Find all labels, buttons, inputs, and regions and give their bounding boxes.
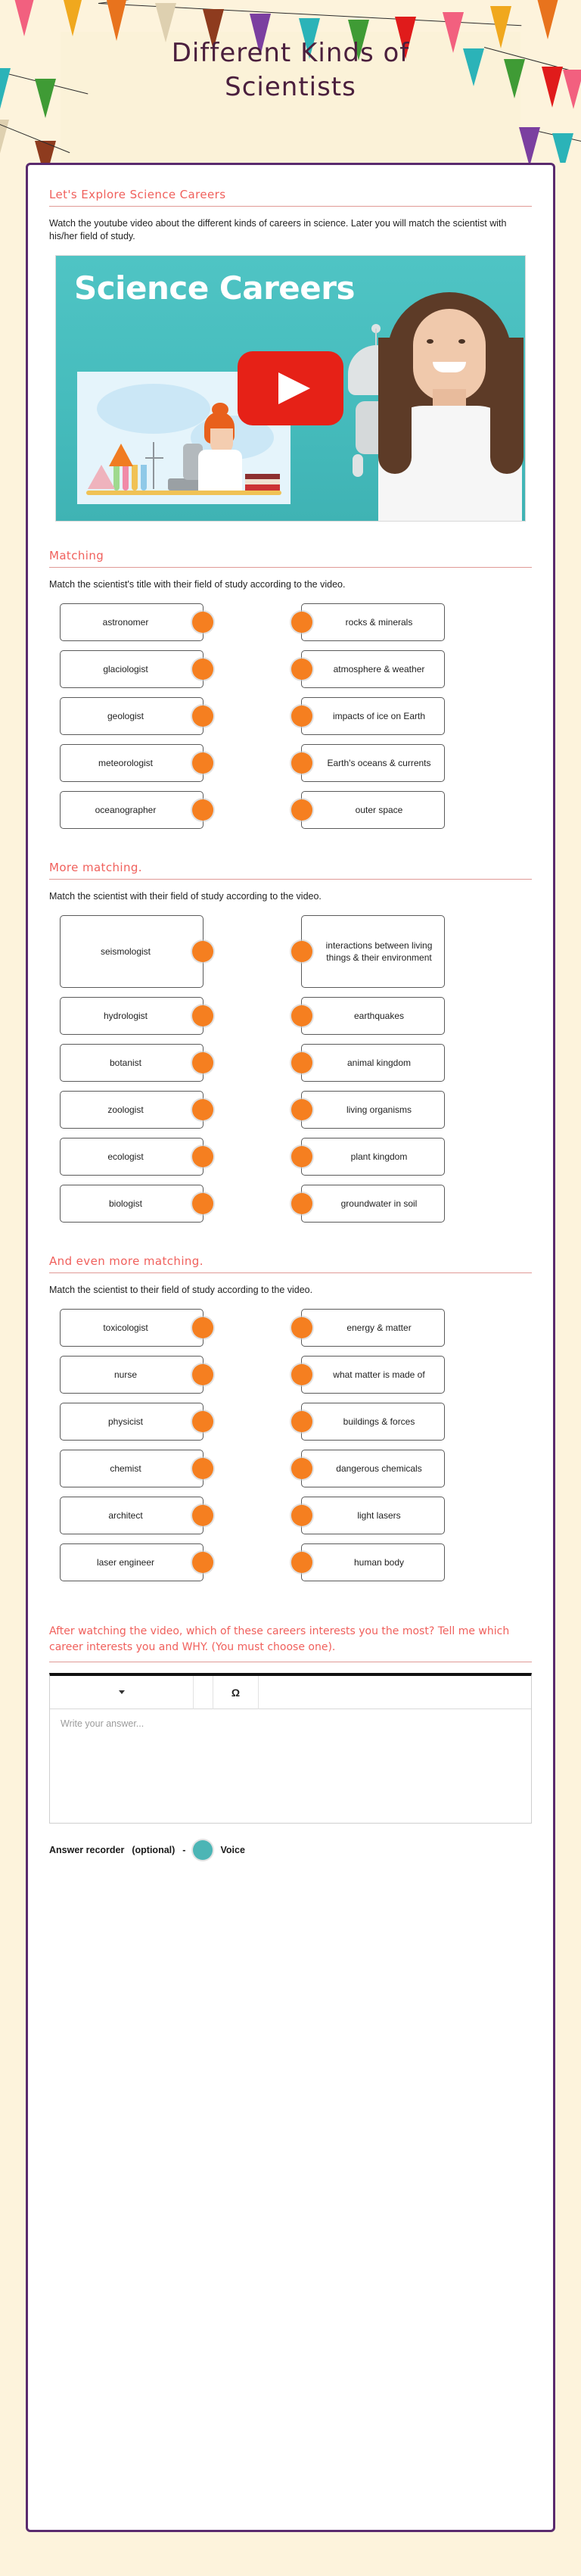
match-left-label: ecologist xyxy=(107,1151,144,1162)
match-row xyxy=(49,1044,532,1082)
section-matching-2 xyxy=(49,838,532,1223)
match-left-item[interactable] xyxy=(60,1356,204,1394)
connector-dot-right[interactable] xyxy=(192,1552,213,1573)
match-right-item[interactable] xyxy=(301,791,445,829)
match-left-item[interactable] xyxy=(60,650,204,688)
section-instruction-matching-3: Match the scientist to their field of study according to the video. xyxy=(49,1285,313,1295)
match-grid-3 xyxy=(49,1309,532,1581)
connector-dot-right[interactable] xyxy=(192,941,213,962)
section-heading-matching-3: And even more matching. xyxy=(49,1254,204,1268)
match-right-item[interactable] xyxy=(301,1543,445,1581)
match-row xyxy=(49,1091,532,1129)
page-title-line2: Scientists xyxy=(225,72,356,102)
section-explore xyxy=(49,165,532,522)
match-right-item[interactable] xyxy=(301,915,445,988)
connector-dot-left[interactable] xyxy=(291,1099,312,1120)
match-left-item[interactable] xyxy=(60,791,204,829)
connector-dot-right[interactable] xyxy=(192,1505,213,1526)
match-left-item[interactable] xyxy=(60,1403,204,1441)
match-left-item[interactable] xyxy=(60,1091,204,1129)
connector-dot-left[interactable] xyxy=(291,799,312,821)
section-matching-1 xyxy=(49,526,532,829)
connector-dot-left[interactable] xyxy=(291,1052,312,1073)
match-right-item[interactable] xyxy=(301,1185,445,1223)
section-heading-matching-1: Matching xyxy=(49,549,104,562)
video-title: Science Careers xyxy=(74,269,355,307)
match-left-label: botanist xyxy=(109,1057,142,1068)
answer-recorder xyxy=(49,1824,532,1860)
connector-dot-left[interactable] xyxy=(291,1411,312,1432)
connector-dot-right[interactable] xyxy=(192,799,213,821)
section-heading-matching-2: More matching. xyxy=(49,861,142,874)
match-right-item[interactable] xyxy=(301,1309,445,1347)
match-row xyxy=(49,1543,532,1581)
match-right-label: buildings & forces xyxy=(343,1416,415,1427)
match-left-item[interactable] xyxy=(60,1543,204,1581)
match-right-item[interactable] xyxy=(301,1356,445,1394)
section-instruction-matching-2: Match the scientist with their field of study according to the video. xyxy=(49,891,322,902)
section-matching-3 xyxy=(49,1232,532,1581)
play-button[interactable] xyxy=(238,351,343,425)
match-row xyxy=(49,1138,532,1176)
connector-dot-right[interactable] xyxy=(192,1364,213,1385)
answer-recorder-dash: - xyxy=(182,1845,186,1855)
connector-dot-left[interactable] xyxy=(291,941,312,962)
match-left-label: architect xyxy=(108,1510,143,1521)
connector-dot-right[interactable] xyxy=(192,1146,213,1167)
match-right-label: atmosphere & weather xyxy=(333,664,425,674)
match-grid-1 xyxy=(49,603,532,829)
connector-dot-left[interactable] xyxy=(291,1458,312,1479)
match-left-item[interactable] xyxy=(60,1185,204,1223)
editor-toolbar xyxy=(50,1676,531,1709)
match-row xyxy=(49,697,532,735)
match-right-item[interactable] xyxy=(301,697,445,735)
match-right-label: energy & matter xyxy=(346,1322,412,1333)
match-right-label: human body xyxy=(353,1557,405,1568)
match-left-item[interactable] xyxy=(60,1450,204,1487)
section-instruction-matching-1: Match the scientist's title with their field of study according to the video. xyxy=(49,579,346,590)
match-left-item[interactable] xyxy=(60,1138,204,1176)
connector-dot-left[interactable] xyxy=(291,1364,312,1385)
match-right-item[interactable] xyxy=(301,603,445,641)
connector-dot-left[interactable] xyxy=(291,752,312,774)
connector-dot-left[interactable] xyxy=(291,1505,312,1526)
bottom-spacer xyxy=(49,1860,532,1883)
match-right-item[interactable] xyxy=(301,1403,445,1441)
match-right-label: light lasers xyxy=(357,1510,401,1521)
connector-dot-left[interactable] xyxy=(291,1317,312,1338)
answer-recorder-optional: (optional) xyxy=(132,1845,176,1855)
match-right-label: what matter is made of xyxy=(333,1369,425,1380)
match-right-item[interactable] xyxy=(301,1497,445,1534)
match-right-label: living organisms xyxy=(346,1104,412,1115)
match-right-label: groundwater in soil xyxy=(340,1198,418,1209)
final-question-prompt: After watching the video, which of these careers interests you the most? Tell me which career interests you and WHY. (You must choose one). xyxy=(49,1625,510,1653)
page-title xyxy=(61,36,520,104)
match-left-label: oceanographer xyxy=(95,805,157,815)
match-row xyxy=(49,915,532,988)
connector-dot-right[interactable] xyxy=(192,1052,213,1073)
match-left-item[interactable] xyxy=(60,603,204,641)
match-right-item[interactable] xyxy=(301,997,445,1035)
match-row xyxy=(49,1450,532,1487)
page-banner xyxy=(0,0,581,163)
match-right-label: impacts of ice on Earth xyxy=(332,711,426,721)
section-instruction-explore: Watch the youtube video about the different kinds of careers in science. Later you will match the scientist with his/her field of study. xyxy=(49,218,507,241)
match-right-item[interactable] xyxy=(301,1138,445,1176)
connector-dot-right[interactable] xyxy=(192,1193,213,1214)
match-left-item[interactable] xyxy=(60,1309,204,1347)
youtube-video-embed[interactable] xyxy=(55,255,526,522)
match-left-label: physicist xyxy=(107,1416,143,1427)
match-left-item[interactable] xyxy=(60,915,204,988)
match-left-item[interactable] xyxy=(60,997,204,1035)
match-row xyxy=(49,1309,532,1347)
match-left-label: biologist xyxy=(108,1198,143,1209)
connector-dot-left[interactable] xyxy=(291,706,312,727)
match-row xyxy=(49,603,532,641)
match-right-label: interactions between living things & their environment xyxy=(325,940,433,963)
match-left-label: hydrologist xyxy=(103,1011,148,1021)
special-character-button[interactable]: Ω xyxy=(213,1676,259,1709)
match-right-item[interactable] xyxy=(301,1091,445,1129)
match-right-label: animal kingdom xyxy=(346,1057,412,1068)
match-left-label: nurse xyxy=(113,1369,138,1380)
font-select[interactable] xyxy=(50,1676,194,1709)
match-left-label: geologist xyxy=(107,711,144,721)
match-row xyxy=(49,997,532,1035)
answer-input[interactable]: Write your answer... xyxy=(61,1718,144,1729)
connector-dot-left[interactable] xyxy=(291,1193,312,1214)
connector-dot-right[interactable] xyxy=(192,659,213,680)
match-grid-2 xyxy=(49,915,532,1223)
match-left-label: meteorologist xyxy=(98,758,154,768)
connector-dot-right[interactable] xyxy=(192,612,213,633)
match-row xyxy=(49,1185,532,1223)
match-row xyxy=(49,1497,532,1534)
match-right-label: plant kingdom xyxy=(350,1151,408,1162)
section-divider xyxy=(49,567,532,568)
match-row xyxy=(49,744,532,782)
presenter-graphic xyxy=(374,292,525,522)
match-left-item[interactable] xyxy=(60,1497,204,1534)
section-heading-explore: Let's Explore Science Careers xyxy=(49,188,226,201)
connector-dot-right[interactable] xyxy=(192,706,213,727)
match-left-label: zoologist xyxy=(107,1104,144,1115)
worksheet-card xyxy=(26,163,555,2532)
page-title-line1: Different Kinds of xyxy=(171,38,410,68)
chevron-down-icon xyxy=(119,1690,125,1694)
answer-recorder-label: Answer recorder xyxy=(49,1845,125,1855)
match-row xyxy=(49,650,532,688)
match-right-label: outer space xyxy=(355,805,403,815)
match-row xyxy=(49,1356,532,1394)
connector-dot-right[interactable] xyxy=(192,752,213,774)
connector-dot-left[interactable] xyxy=(291,1552,312,1573)
match-row xyxy=(49,1403,532,1441)
connector-dot-right[interactable] xyxy=(192,1005,213,1026)
match-right-label: dangerous chemicals xyxy=(336,1463,422,1474)
match-left-label: toxicologist xyxy=(103,1322,148,1333)
match-right-label: earthquakes xyxy=(353,1011,405,1021)
match-right-item[interactable] xyxy=(301,744,445,782)
page-footer-spacer xyxy=(0,2532,581,2552)
section-final-question xyxy=(49,1590,532,1883)
section-divider xyxy=(49,879,532,880)
connector-dot-left[interactable] xyxy=(291,1146,312,1167)
match-left-label: laser engineer xyxy=(96,1557,155,1568)
match-left-label: astronomer xyxy=(102,617,149,628)
match-left-item[interactable] xyxy=(60,1044,204,1082)
connector-dot-right[interactable] xyxy=(192,1411,213,1432)
section-divider xyxy=(49,1272,532,1273)
match-right-item[interactable] xyxy=(301,650,445,688)
match-left-item[interactable] xyxy=(60,744,204,782)
voice-record-button[interactable] xyxy=(193,1840,213,1860)
match-right-label: Earth's oceans & currents xyxy=(327,758,431,768)
connector-dot-left[interactable] xyxy=(291,1005,312,1026)
connector-dot-right[interactable] xyxy=(192,1458,213,1479)
match-row xyxy=(49,791,532,829)
match-left-label: glaciologist xyxy=(103,664,148,674)
connector-dot-left[interactable] xyxy=(291,659,312,680)
match-left-item[interactable] xyxy=(60,697,204,735)
section-divider xyxy=(49,206,532,207)
match-right-item[interactable] xyxy=(301,1450,445,1487)
connector-dot-right[interactable] xyxy=(192,1317,213,1338)
match-right-item[interactable] xyxy=(301,1044,445,1082)
match-left-label: chemist xyxy=(110,1463,141,1474)
connector-dot-right[interactable] xyxy=(192,1099,213,1120)
rich-text-editor[interactable] xyxy=(49,1673,532,1824)
play-triangle-icon xyxy=(278,372,310,404)
match-left-label: seismologist xyxy=(100,946,151,957)
connector-dot-left[interactable] xyxy=(291,612,312,633)
toolbar-separator xyxy=(194,1676,213,1709)
match-right-label: rocks & minerals xyxy=(345,617,413,628)
voice-label: Voice xyxy=(220,1845,245,1855)
